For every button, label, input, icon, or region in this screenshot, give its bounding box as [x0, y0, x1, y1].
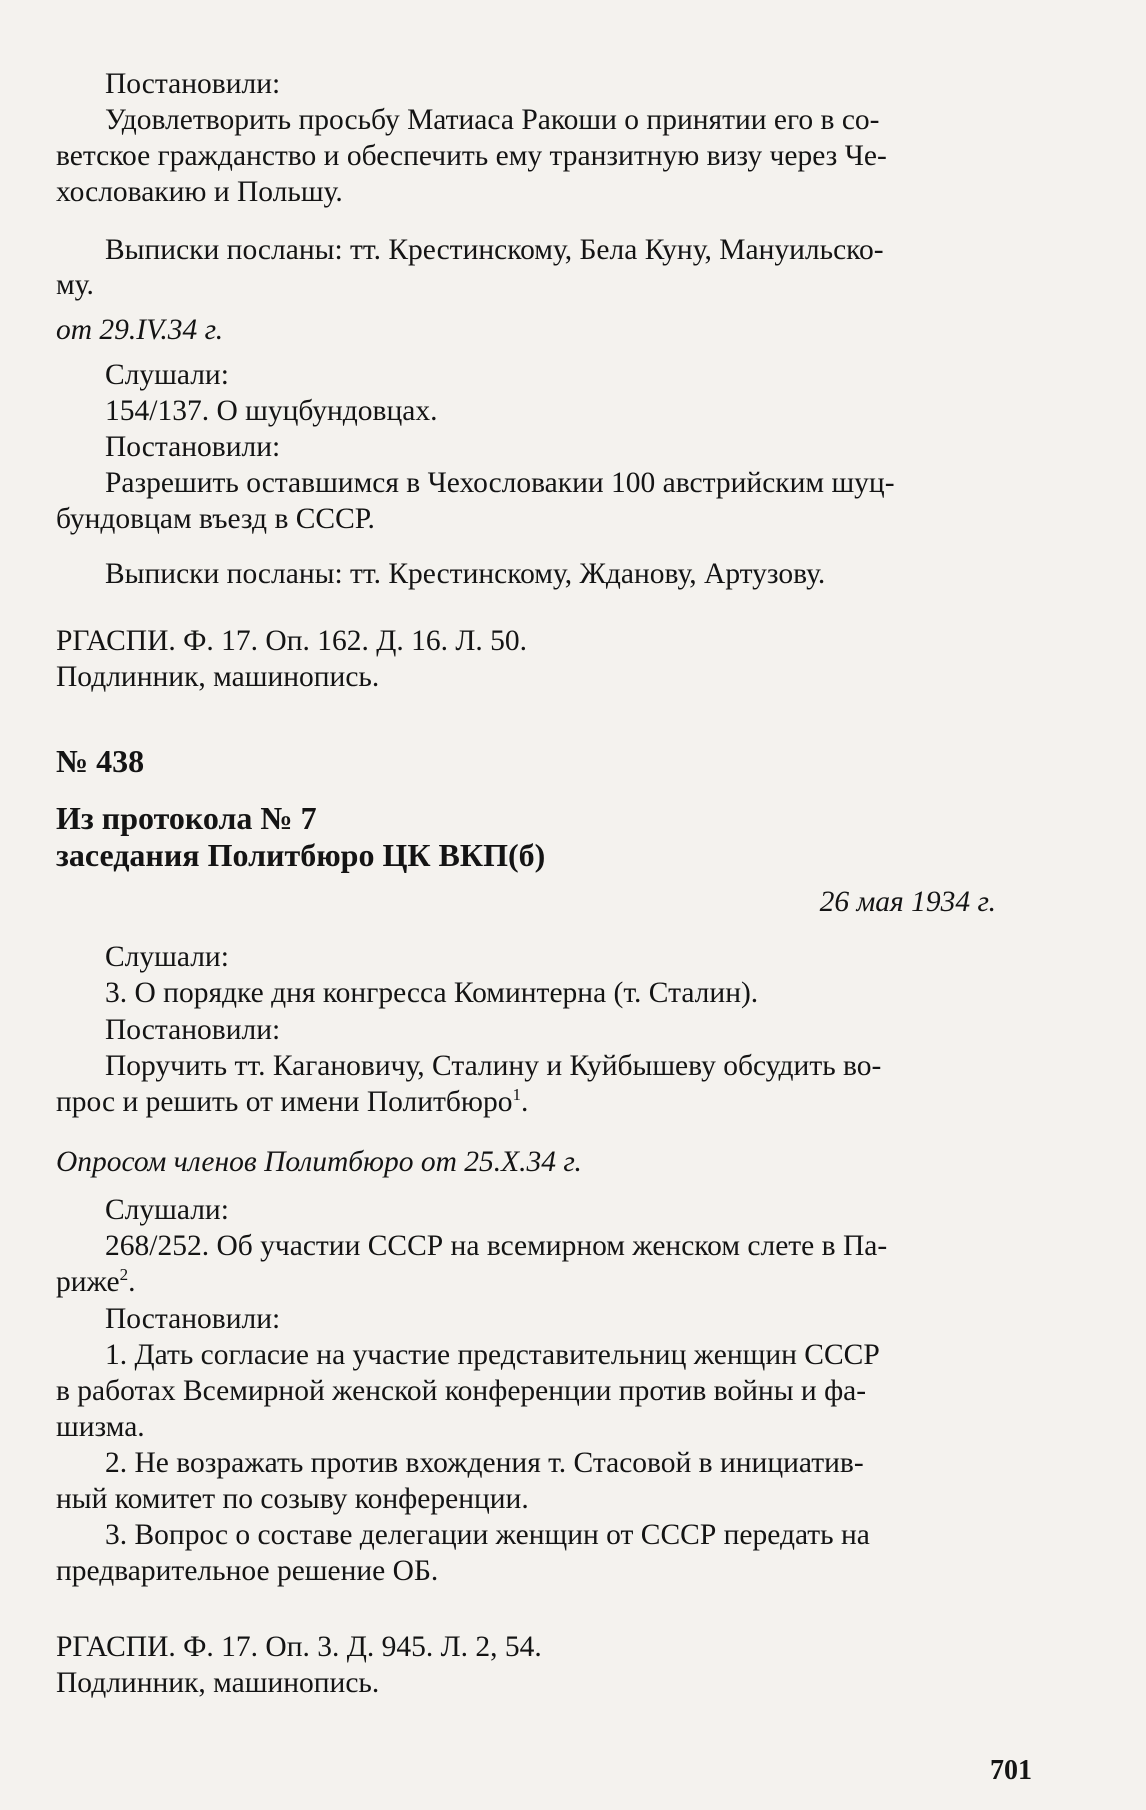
text-line: Выписки посланы: тт. Крестинскому, Бела Куну, Мануильско-	[105, 234, 884, 266]
archive-reference: РГАСПИ. Ф. 17. Оп. 3. Д. 945. Л. 2, 54.	[56, 1631, 542, 1663]
text-line: 2. Не возражать против вхождения т. Стасовой в инициатив-	[105, 1447, 864, 1479]
page-number: 701	[990, 1755, 1032, 1786]
text-line: 268/252. Об участии СССР на всемирном женском слете в Па-	[105, 1230, 888, 1262]
text-line: шизма.	[56, 1411, 145, 1443]
text-line: 1. Дать согласие на участие представительниц женщин СССР	[105, 1339, 880, 1371]
text-line: му.	[56, 269, 94, 301]
resolved-label: Постановили:	[105, 1303, 281, 1335]
heard-label: Слушали:	[105, 359, 229, 391]
archive-note: Подлинник, машинопись.	[56, 1667, 380, 1699]
footnote-marker: 2	[119, 1265, 129, 1285]
document-title: заседания Политбюро ЦК ВКП(б)	[56, 837, 546, 873]
document-date: 26 мая 1934 г.	[819, 886, 996, 918]
archive-note: Подлинник, машинопись.	[56, 661, 380, 693]
text-line: предварительное решение ОБ.	[56, 1555, 439, 1587]
heard-label: Слушали:	[105, 1194, 229, 1226]
footnote-marker: 1	[512, 1085, 521, 1105]
document-title: Из протокола № 7	[56, 800, 317, 836]
text-line: Выписки посланы: тт. Крестинскому, Жданову, Артузову.	[105, 558, 826, 590]
text-line: ный комитет по созыву конференции.	[56, 1483, 529, 1515]
date-line: от 29.IV.34 г.	[56, 314, 224, 346]
text-line: прос и решить от имени Политбюро$^1$.	[56, 1085, 529, 1118]
text-line: Удовлетворить просьбу Матиаса Ракоши о принятии его в со-	[105, 104, 880, 136]
resolved-label: Постановили:	[105, 1014, 281, 1046]
text-line: Разрешить оставшимся в Чехословакии 100 австрийским шуц-	[105, 467, 895, 499]
archive-reference: РГАСПИ. Ф. 17. Оп. 162. Д. 16. Л. 50.	[56, 625, 528, 657]
resolved-label: Постановили:	[105, 68, 281, 100]
text-line: 3. О порядке дня конгресса Коминтерна (т. Сталин).	[105, 977, 759, 1009]
text-line: ветское гражданство и обеспечить ему транзитную визу через Че-	[56, 140, 887, 172]
text-line: 3. Вопрос о составе делегации женщин от СССР передать на	[105, 1519, 870, 1551]
resolved-label: Постановили:	[105, 431, 281, 463]
text-line: в работах Всемирной женской конференции против войны и фа-	[56, 1375, 867, 1407]
text-line: Поручить тт. Кагановичу, Сталину и Куйбышеву обсудить во-	[105, 1050, 882, 1082]
text-line: бундовцам въезд в СССР.	[56, 503, 375, 535]
heard-label: Слушали:	[105, 941, 229, 973]
text-line: хословакию и Польшу.	[56, 176, 343, 208]
text-line: риже$^2$.	[56, 1265, 136, 1298]
text-line: 154/137. О шуцбундовцах.	[105, 395, 438, 427]
date-line: Опросом членов Политбюро от 25.X.34 г.	[56, 1146, 582, 1178]
document-number: № 438	[56, 743, 145, 779]
